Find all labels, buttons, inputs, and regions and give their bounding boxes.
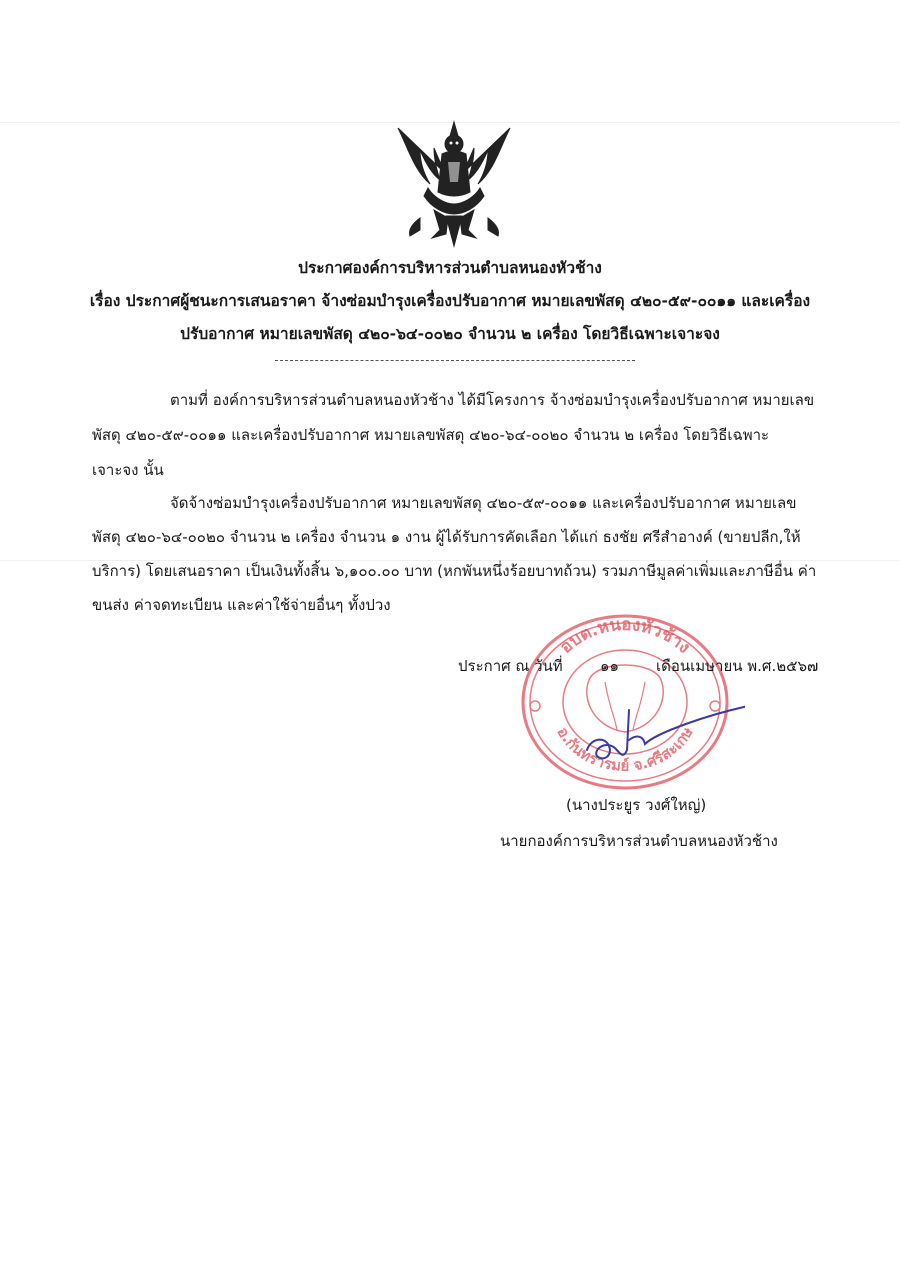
subject-line-1: เรื่อง ประกาศผู้ชนะการเสนอราคา จ้างซ่อมบำรุงเครื่องปรับอากาศ หมายเลขพัสดุ ๔๒๐-๕๙-๐๐๑๑ และเครื่อง: [89, 292, 811, 310]
garuda-emblem-icon: [390, 118, 518, 250]
official-seal-stamp: [505, 610, 745, 790]
announce-month-year: เดือนเมษายน พ.ศ.๒๕๖๗: [656, 657, 819, 675]
paragraph-1-line: เจาะจง นั้น: [92, 461, 164, 479]
paragraph-2-line: จัดจ้างซ่อมบำรุงเครื่องปรับอากาศ หมายเลขพัสดุ ๔๒๐-๕๙-๐๐๑๑ และเครื่องปรับอากาศ หมายเลข: [170, 494, 797, 512]
paragraph-2-line: บริการ) โดยเสนอราคา เป็นเงินทั้งสิ้น ๖,๑๐๐.๐๐ บาท (หกพันหนึ่งร้อยบาทถ้วน) รวมภาษีมูลค่าเพิ่มและภาษีอื่น ค่า: [92, 562, 817, 580]
paragraph-1-line: พัสดุ ๔๒๐-๕๙-๐๐๑๑ และเครื่องปรับอากาศ หมายเลขพัสดุ ๔๒๐-๖๔-๐๐๒๐ จำนวน ๒ เครื่อง โดยวิธีเฉพาะ: [92, 426, 770, 444]
signer-name: (นางประยูร วงศ์ใหญ่): [566, 796, 707, 814]
announce-day: ๑๑: [600, 657, 620, 675]
paragraph-2-line: ขนส่ง ค่าจดทะเบียน และค่าใช้จ่ายอื่นๆ ทั้งปวง: [92, 596, 391, 614]
org-title: ประกาศองค์การบริหารส่วนตำบลหนองหัวช้าง: [298, 259, 602, 277]
paragraph-1-line: ตามที่ องค์การบริหารส่วนตำบลหนองหัวช้าง ได้มีโครงการ จ้างซ่อมบำรุงเครื่องปรับอากาศ หมายเลข: [170, 391, 815, 409]
signer-position: นายกองค์การบริหารส่วนตำบลหนองหัวช้าง: [500, 832, 778, 850]
divider-line: [275, 360, 635, 361]
paragraph-2-line: พัสดุ ๔๒๐-๖๔-๐๐๒๐ จำนวน ๒ เครื่อง จำนวน ๑ งาน ผู้ได้รับการคัดเลือก ได้แก่ ธงชัย ศรีสำอางค์ (ขายปลีก,ให้: [92, 528, 801, 546]
subject-line-2: ปรับอากาศ หมายเลขพัสดุ ๔๒๐-๖๔-๐๐๒๐ จำนวน ๒ เครื่อง โดยวิธีเฉพาะเจาะจง: [180, 325, 720, 343]
svg-text:อบต.หนองหัวช้าง: อบต.หนองหัวช้าง: [556, 614, 694, 658]
svg-text:อ.กันทรารมย์ จ.ศรีสะเกษ: อ.กันทรารมย์ จ.ศรีสะเกษ: [553, 723, 697, 775]
announce-date-prefix: ประกาศ ณ วันที่: [458, 657, 563, 675]
